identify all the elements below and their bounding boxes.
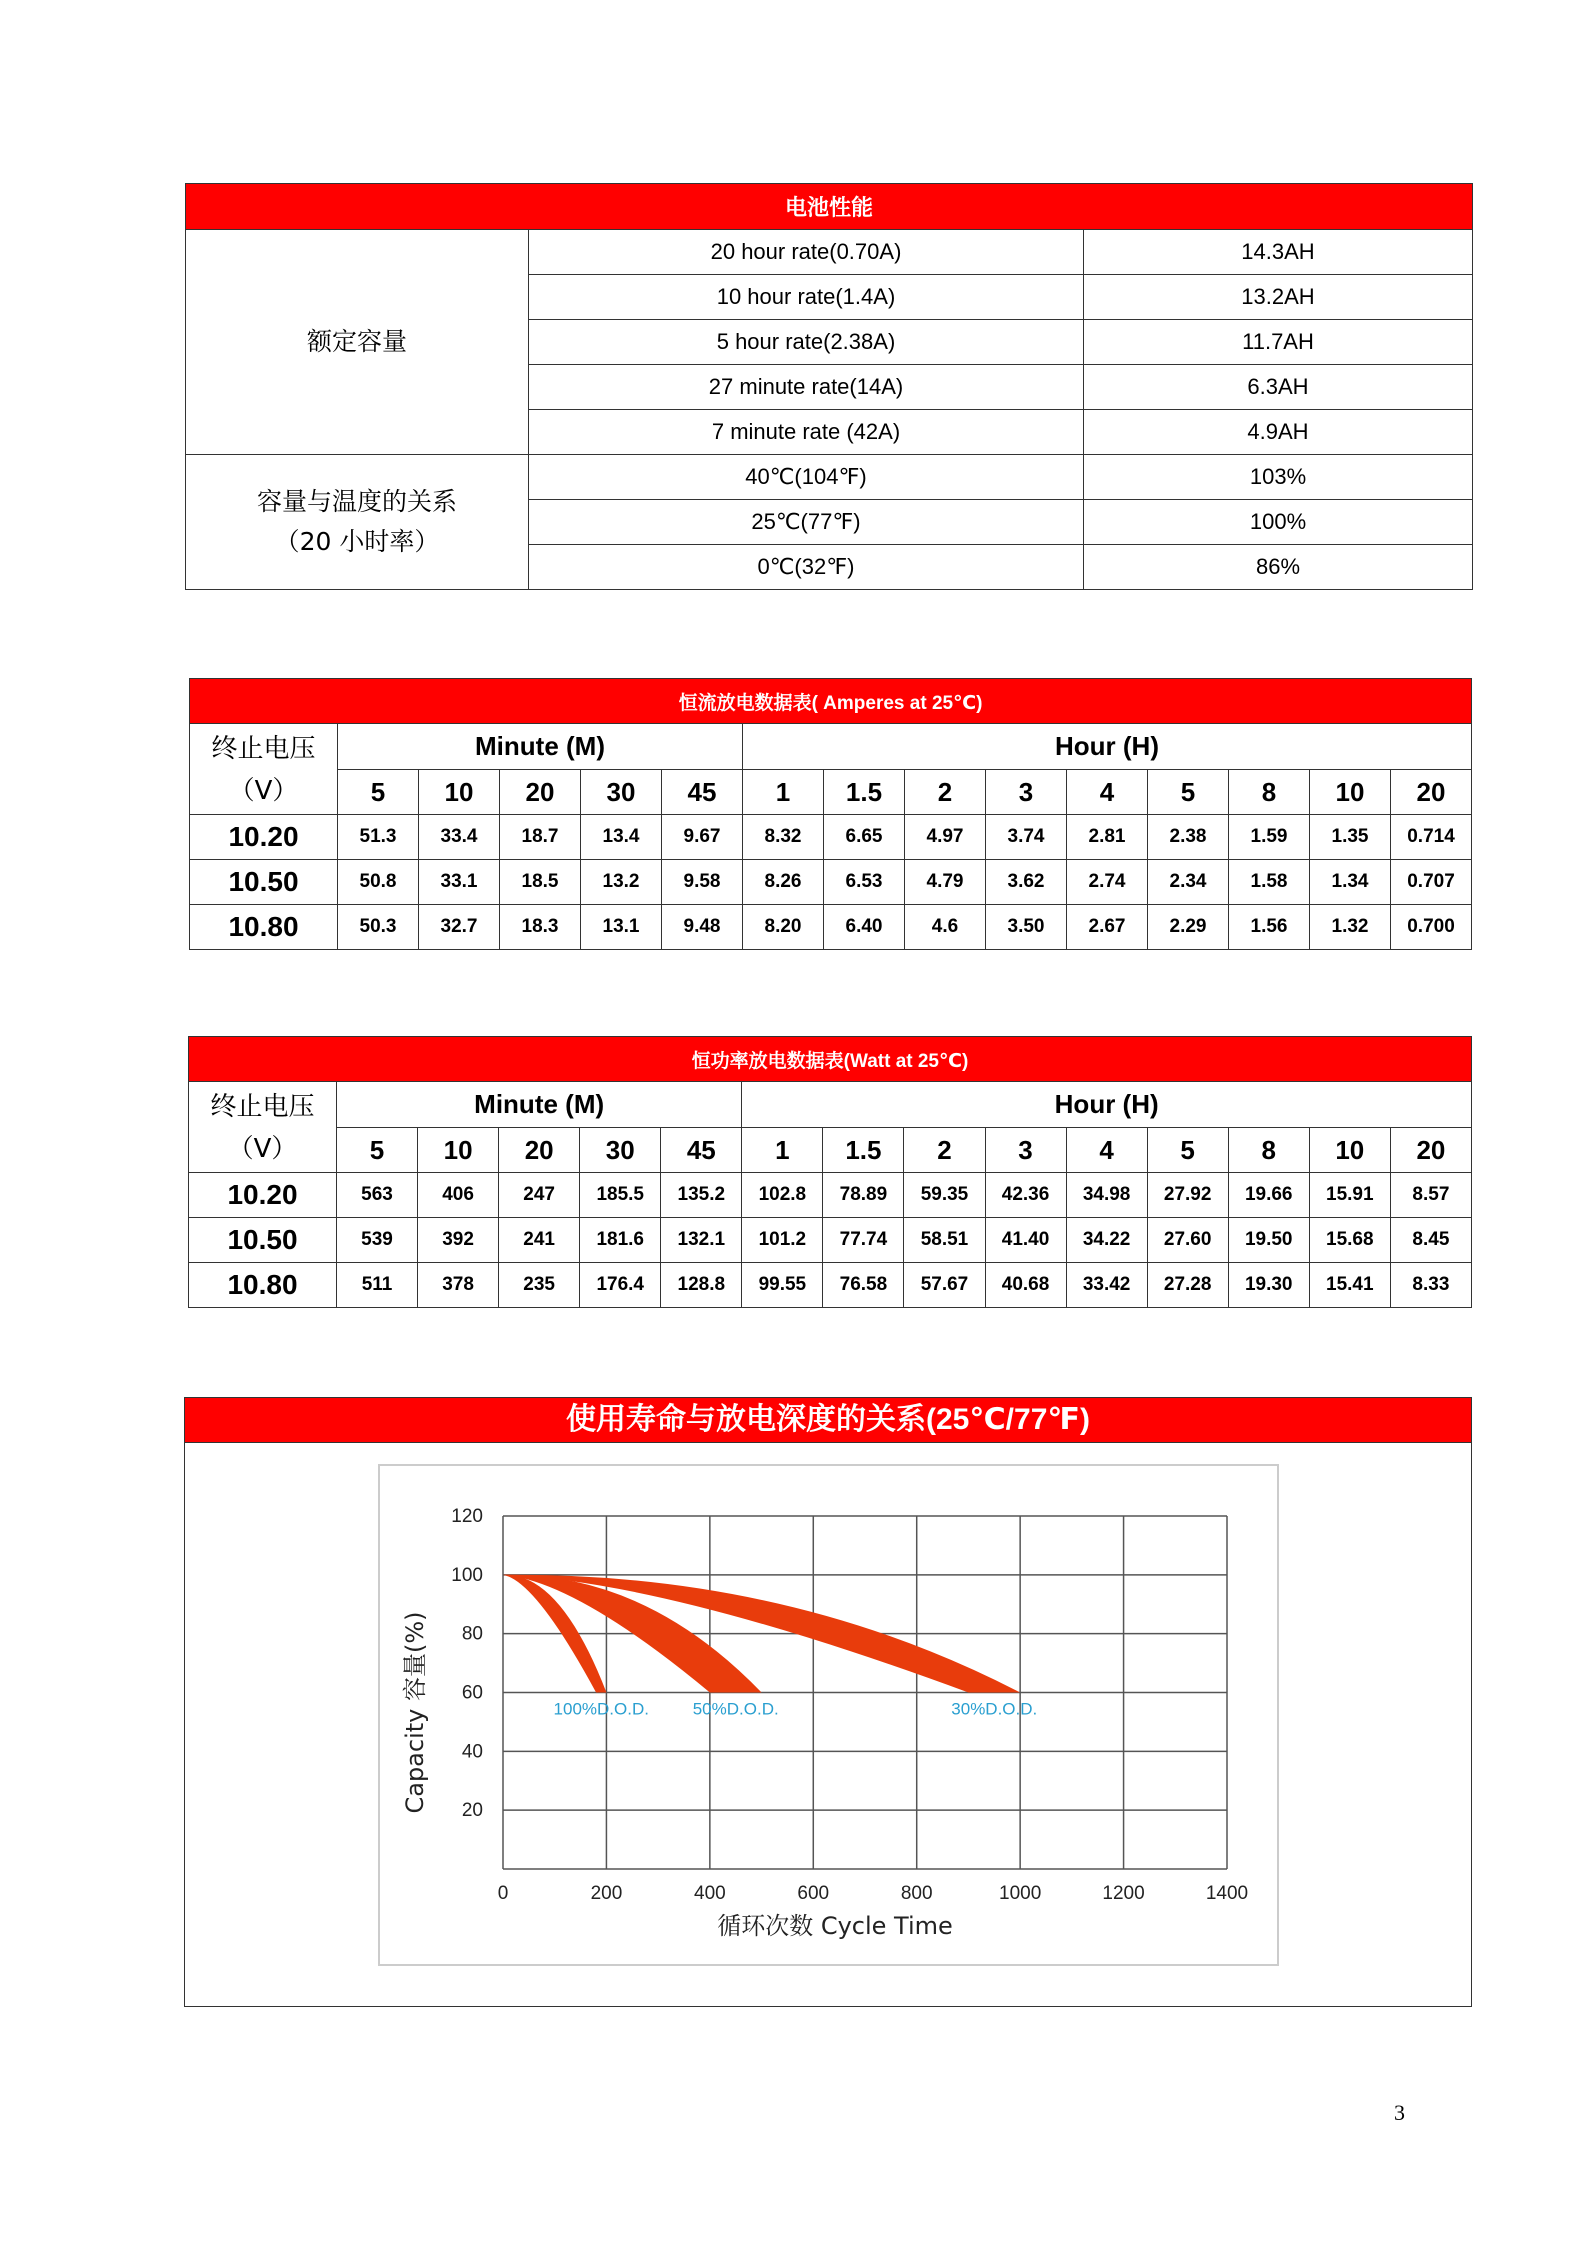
x-tick-label: 600: [797, 1883, 830, 1904]
table-cell: 13.2: [581, 860, 662, 905]
minute-group-header: Minute (M): [337, 1082, 742, 1128]
row-voltage: 10.20: [190, 815, 338, 860]
column-header: 20: [499, 1128, 580, 1173]
column-header: 8: [1228, 1128, 1309, 1173]
table-cell: 58.51: [904, 1218, 985, 1263]
table-cell: 2.29: [1148, 905, 1229, 950]
dod-label: 30%D.O.D.: [951, 1699, 1038, 1719]
table-cell: 9.48: [662, 905, 743, 950]
temperature-label: [186, 455, 529, 590]
y-axis-label: Capacity 容量(%): [401, 1611, 429, 1814]
column-header: 2: [905, 770, 986, 815]
table-cell: 1.32: [1310, 905, 1391, 950]
table-cell: 3.62: [986, 860, 1067, 905]
hour-group-header: Hour (H): [743, 724, 1472, 770]
column-header: 10: [418, 1128, 499, 1173]
x-tick-label: 800: [900, 1883, 933, 1904]
table-cell: 19.30: [1228, 1263, 1309, 1308]
y-tick-label: 80: [461, 1623, 483, 1645]
table-cell: 27.92: [1147, 1173, 1228, 1218]
table-cell: 19.50: [1228, 1218, 1309, 1263]
column-header: 5: [338, 770, 419, 815]
table-cell: 176.4: [580, 1263, 661, 1308]
performance-title: 电池性能: [186, 184, 1473, 230]
column-header: 20: [1391, 770, 1472, 815]
table-cell: 34.22: [1066, 1218, 1147, 1263]
temperature-label-line1: 容量与温度的关系: [256, 487, 457, 516]
rated-condition: 27 minute rate(14A): [529, 365, 1084, 410]
column-header: 20: [1390, 1128, 1471, 1173]
table-cell: 2.74: [1067, 860, 1148, 905]
table-cell: 0.700: [1391, 905, 1472, 950]
column-header: 1: [743, 770, 824, 815]
table-cell: 99.55: [742, 1263, 823, 1308]
table-cell: 32.7: [419, 905, 500, 950]
table-cell: 6.53: [824, 860, 905, 905]
hour-group-header: Hour (H): [742, 1082, 1472, 1128]
column-header: 8: [1229, 770, 1310, 815]
rated-value: 6.3AH: [1084, 365, 1473, 410]
table-cell: 8.32: [743, 815, 824, 860]
row-voltage: 10.20: [189, 1173, 337, 1218]
table-cell: 15.91: [1309, 1173, 1390, 1218]
row-voltage: 10.80: [190, 905, 338, 950]
end-voltage-label-line1: 终止电压: [211, 734, 316, 764]
table-cell: 102.8: [742, 1173, 823, 1218]
end-voltage-label: [189, 1082, 337, 1173]
cycle-life-chart: [185, 1442, 1470, 2006]
table-cell: 57.67: [904, 1263, 985, 1308]
table-cell: 15.41: [1309, 1263, 1390, 1308]
column-header: 10: [1309, 1128, 1390, 1173]
end-voltage-label-line1: 终止电压: [210, 1092, 315, 1122]
temperature-condition: 25℃(77℉): [529, 500, 1084, 545]
table-cell: 8.26: [743, 860, 824, 905]
table-cell: 539: [337, 1218, 418, 1263]
end-voltage-label-line2: （V）: [227, 1134, 298, 1164]
table-cell: 1.59: [1229, 815, 1310, 860]
row-voltage: 10.80: [189, 1263, 337, 1308]
temperature-label-line2: （20 小时率）: [274, 527, 440, 556]
y-tick-label: 120: [451, 1506, 483, 1527]
table-cell: 18.7: [500, 815, 581, 860]
table-cell: 101.2: [742, 1218, 823, 1263]
table-cell: 185.5: [580, 1173, 661, 1218]
x-tick-label: 1000: [999, 1883, 1042, 1904]
x-tick-label: 1200: [1102, 1883, 1145, 1904]
table-cell: 51.3: [338, 815, 419, 860]
table-row: [190, 815, 1472, 860]
column-header: 20: [500, 770, 581, 815]
table-cell: 59.35: [904, 1173, 985, 1218]
rated-value: 13.2AH: [1084, 275, 1473, 320]
cycle-life-chart-title: 使用寿命与放电深度的关系(25℃/77℉): [185, 1398, 1471, 1443]
table-cell: 132.1: [661, 1218, 742, 1263]
column-header: 30: [581, 770, 662, 815]
rated-capacity-label: 额定容量: [186, 230, 529, 455]
temperature-value: 100%: [1084, 500, 1473, 545]
minute-group-header: Minute (M): [338, 724, 743, 770]
table-cell: 8.57: [1390, 1173, 1471, 1218]
table-cell: 19.66: [1228, 1173, 1309, 1218]
table-cell: 511: [337, 1263, 418, 1308]
table-cell: 13.4: [581, 815, 662, 860]
table-cell: 3.74: [986, 815, 1067, 860]
rated-condition: 7 minute rate (42A): [529, 410, 1084, 455]
table-cell: 378: [418, 1263, 499, 1308]
column-header: 2: [904, 1128, 985, 1173]
table-row: [189, 1173, 1472, 1218]
table-cell: 9.58: [662, 860, 743, 905]
row-voltage: 10.50: [189, 1218, 337, 1263]
table-cell: 4.79: [905, 860, 986, 905]
table-cell: 0.707: [1391, 860, 1472, 905]
temperature-value: 86%: [1084, 545, 1473, 590]
table-cell: 15.68: [1309, 1218, 1390, 1263]
column-header: 10: [419, 770, 500, 815]
table-cell: 181.6: [580, 1218, 661, 1263]
table-cell: 40.68: [985, 1263, 1066, 1308]
y-tick-label: 100: [451, 1564, 483, 1586]
column-header: 3: [985, 1128, 1066, 1173]
x-axis-label: 循环次数 Cycle Time: [717, 1912, 953, 1940]
column-header: 10: [1310, 770, 1391, 815]
table-cell: 1.58: [1229, 860, 1310, 905]
table-cell: 2.34: [1148, 860, 1229, 905]
table-cell: 1.56: [1229, 905, 1310, 950]
table-cell: 4.97: [905, 815, 986, 860]
table-cell: 1.35: [1310, 815, 1391, 860]
table-cell: 18.3: [500, 905, 581, 950]
table-cell: 6.40: [824, 905, 905, 950]
rated-condition: 20 hour rate(0.70A): [529, 230, 1084, 275]
y-tick-label: 60: [461, 1682, 483, 1704]
table-cell: 406: [418, 1173, 499, 1218]
table-title: 恒流放电数据表( Amperes at 25℃): [190, 679, 1472, 724]
y-tick-label: 20: [461, 1800, 483, 1822]
x-tick-label: 1400: [1205, 1883, 1249, 1904]
temperature-value: 103%: [1084, 455, 1473, 500]
table-cell: 78.89: [823, 1173, 904, 1218]
table-cell: 76.58: [823, 1263, 904, 1308]
table-cell: 9.67: [662, 815, 743, 860]
table-row: [190, 860, 1472, 905]
x-tick-label: 400: [694, 1883, 726, 1904]
table-cell: 2.81: [1067, 815, 1148, 860]
temperature-condition: 0℃(32℉): [529, 545, 1084, 590]
table-cell: 33.42: [1066, 1263, 1147, 1308]
table-cell: 128.8: [661, 1263, 742, 1308]
table-cell: 0.714: [1391, 815, 1472, 860]
cycle-life-chart-panel: [184, 1397, 1472, 2007]
end-voltage-label-line2: （V）: [228, 776, 299, 806]
table-cell: 18.5: [500, 860, 581, 905]
constant-power-discharge-table: [188, 1036, 1472, 1308]
table-cell: 50.8: [338, 860, 419, 905]
table-cell: 2.38: [1148, 815, 1229, 860]
table-cell: 392: [418, 1218, 499, 1263]
end-voltage-label: [190, 724, 338, 815]
column-header: 45: [661, 1128, 742, 1173]
column-header: 5: [337, 1128, 418, 1173]
column-header: 5: [1147, 1128, 1228, 1173]
table-cell: 8.45: [1390, 1218, 1471, 1263]
table-cell: 33.1: [419, 860, 500, 905]
table-cell: 34.98: [1066, 1173, 1147, 1218]
rated-value: 14.3AH: [1084, 230, 1473, 275]
x-tick-label: 0: [497, 1883, 509, 1904]
battery-performance-table: [185, 183, 1473, 590]
column-header: 1: [742, 1128, 823, 1173]
x-tick-label: 200: [590, 1883, 623, 1904]
table-cell: 41.40: [985, 1218, 1066, 1263]
table-cell: 235: [499, 1263, 580, 1308]
table-row: [190, 905, 1472, 950]
column-header: 4: [1067, 770, 1148, 815]
column-header: 1.5: [823, 1128, 904, 1173]
page-number: 3: [1394, 2100, 1405, 2125]
table-cell: 247: [499, 1173, 580, 1218]
rated-value: 4.9AH: [1084, 410, 1473, 455]
column-header: 30: [580, 1128, 661, 1173]
table-cell: 3.50: [986, 905, 1067, 950]
table-cell: 13.1: [581, 905, 662, 950]
table-cell: 33.4: [419, 815, 500, 860]
table-cell: 77.74: [823, 1218, 904, 1263]
temperature-condition: 40℃(104℉): [529, 455, 1084, 500]
table-cell: 27.28: [1147, 1263, 1228, 1308]
rated-condition: 10 hour rate(1.4A): [529, 275, 1084, 320]
table-cell: 42.36: [985, 1173, 1066, 1218]
table-row: [189, 1263, 1472, 1308]
column-header: 5: [1148, 770, 1229, 815]
table-cell: 563: [337, 1173, 418, 1218]
table-cell: 27.60: [1147, 1218, 1228, 1263]
column-header: 1.5: [824, 770, 905, 815]
table-cell: 50.3: [338, 905, 419, 950]
table-cell: 8.20: [743, 905, 824, 950]
dod-label: 100%D.O.D.: [553, 1699, 649, 1719]
column-header: 4: [1066, 1128, 1147, 1173]
column-header: 45: [662, 770, 743, 815]
rated-value: 11.7AH: [1084, 320, 1473, 365]
table-cell: 135.2: [661, 1173, 742, 1218]
row-voltage: 10.50: [190, 860, 338, 905]
table-title: 恒功率放电数据表(Watt at 25℃): [189, 1037, 1472, 1082]
table-cell: 1.34: [1310, 860, 1391, 905]
constant-current-discharge-table: [189, 678, 1472, 950]
table-cell: 8.33: [1390, 1263, 1471, 1308]
table-row: [189, 1218, 1472, 1263]
table-cell: 2.67: [1067, 905, 1148, 950]
rated-condition: 5 hour rate(2.38A): [529, 320, 1084, 365]
column-header: 3: [986, 770, 1067, 815]
y-tick-label: 40: [461, 1741, 483, 1763]
table-cell: 4.6: [905, 905, 986, 950]
table-cell: 6.65: [824, 815, 905, 860]
dod-label: 50%D.O.D.: [692, 1699, 779, 1719]
table-cell: 241: [499, 1218, 580, 1263]
